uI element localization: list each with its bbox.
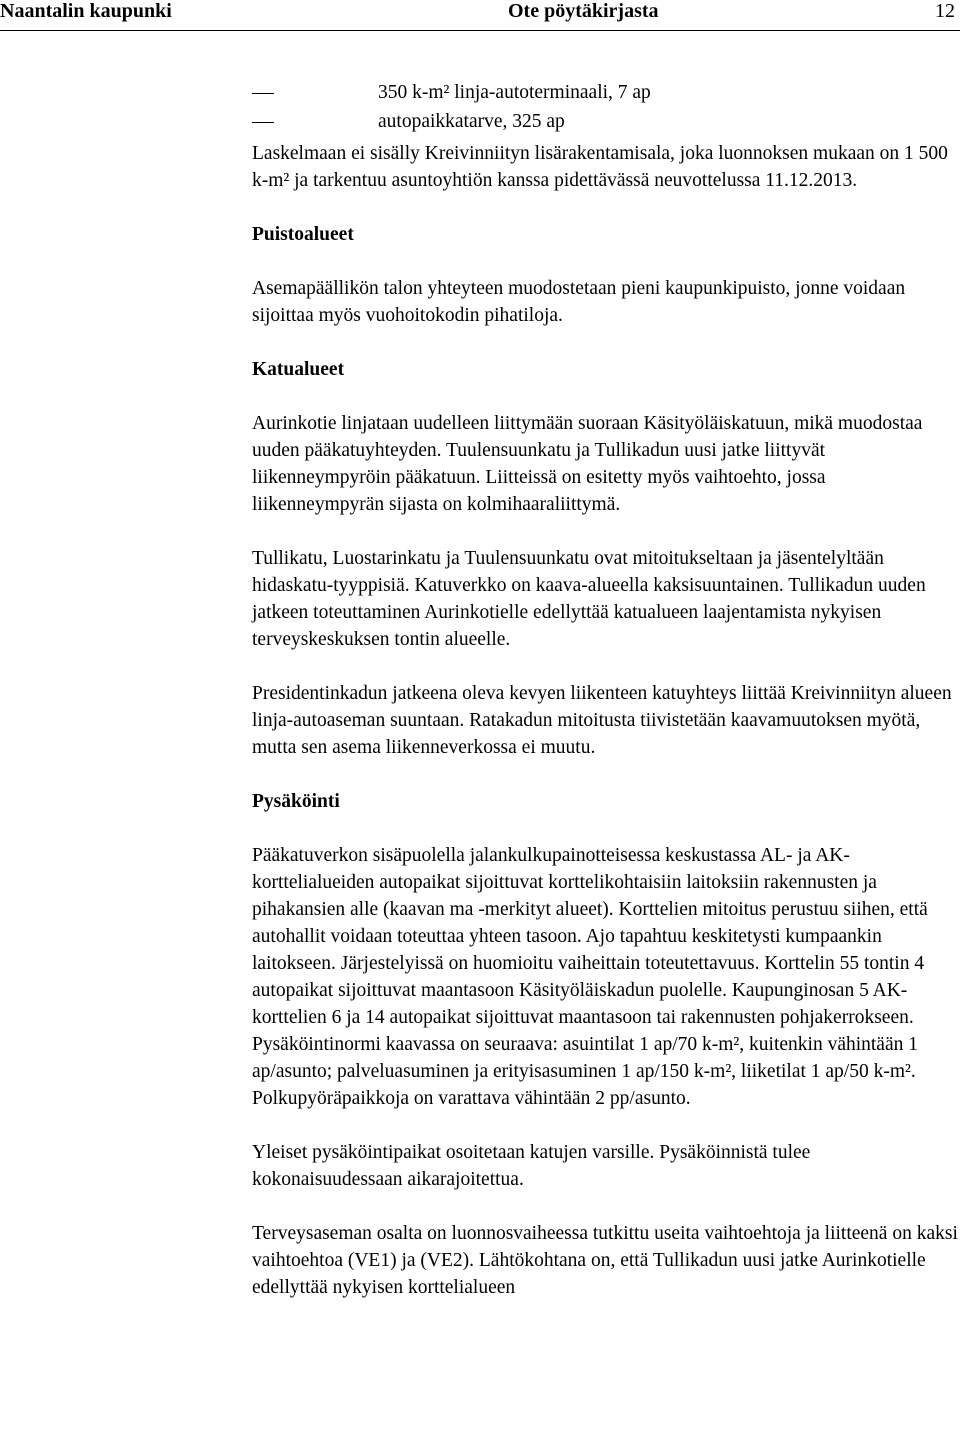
section-heading-puistoalueet: Puistoalueet [252,224,354,245]
document-title: Ote pöytäkirjasta [508,0,659,22]
page-header [0,0,960,31]
list-item [0,78,960,107]
paragraph: Presidentinkadun jatkeena oleva kevyen liikenteen katuyhteys liittää Kreivinniityn alueen linja-autoaseman suuntaan. Ratakadun mitoitusta tiivistetään kaavamuutoksen myötä, mutta sen asema liikenneverkossa ei muutu. [252,683,952,758]
paragraph: Laskelmaan ei sisälly Kreivinniityn lisärakentamisala, joka luonnoksen mukaan on 1 500 k-m² ja tarkentuu asuntoyhtiön kanssa pidettävässä neuvottelussa 11.12.2013. [252,143,948,191]
list-item [0,107,960,136]
document-body [252,140,958,1328]
dash-icon [252,122,274,123]
section-heading-katualueet: Katualueet [252,359,345,380]
list-item-text: 350 k-m² linja-autoterminaali, 7 ap [378,82,651,103]
paragraph: Asemapäällikön talon yhteyteen muodostetaan pieni kaupunkipuisto, jonne voidaan sijoittaa myös vuohoitokodin pihatiloja. [252,278,906,326]
section-heading-pysakointi: Pysäköinti [252,791,340,812]
paragraph: Pääkatuverkon sisäpuolella jalankulkupainotteisessa keskustassa AL- ja AK-korttelialueiden autopaikat sijoittuvat korttelikohtaisiin laitoksiin rakennusten ja pihakansien alle (kaavan ma -merkityt alueet). Korttelien mitoitus perustuu siihen, että autohallit voidaan toteuttaa yhteen tasoon. Ajo tapahtuu keskitetysti kumpaankin laitokseen. Järjestelyissä on huomioitu vaiheittain toteutettavuus. Korttelin 55 tontin 4 autopaikat sijoittuvat maantasoon Käsityöläiskadun puolelle. Kaupunginosan 5 AK-korttelien 6 ja 14 autopaikat sijoittuvat maantasoon tai rakennusten pohjakerrokseen. Pysäköintinormi kaavassa on seuraava: asuintilat 1 ap/70 k-m², kuitenkin vähintään 1 ap/asunto; palveluasuminen ja erityisasuminen 1 ap/150 k-m², liiketilat 1 ap/50 k-m². Polkupyöräpaikkoja on varattava vähintään 2 pp/asunto. [252,845,928,1109]
municipality-name: Naantalin kaupunki [0,0,172,22]
paragraph: Aurinkotie linjataan uudelleen liittymään suoraan Käsityöläiskatuun, mikä muodostaa uuden pääkatuyhteyden. Tuulensuunkatu ja Tullikadun uusi jatke liittyvät liikenneympyröin pääkatuun. Liitteissä on esitetty myös vaihtoehto, jossa liikenneympyrän sijasta on kolmihaaraliittymä. [252,413,923,515]
dash-icon [252,93,274,94]
list-item-text: autopaikkatarve, 325 ap [378,111,565,132]
page-number: 12 [935,0,955,22]
bullet-list [0,78,960,136]
paragraph: Tullikatu, Luostarinkatu ja Tuulensuunkatu ovat mitoitukseltaan ja jäsentelyltään hidaskatu-tyyppisiä. Katuverkko on kaava-alueella kaksisuuntainen. Tullikadun uuden jatkeen toteuttaminen Aurinkotielle edellyttää katualueen laajentamista nykyisen terveyskeskuksen tontin alueelle. [252,548,926,650]
paragraph: Yleiset pysäköintipaikat osoitetaan katujen varsille. Pysäköinnistä tulee kokonaisuudessaan aikarajoitettua. [252,1142,811,1190]
paragraph: Terveysaseman osalta on luonnosvaiheessa tutkittu useita vaihtoehtoja ja liitteenä on kaksi vaihtoehtoa (VE1) ja (VE2). Lähtökohtana on, että Tullikadun uusi jatke Aurinkotielle edellyttää nykyisen korttelialueen [252,1223,958,1298]
